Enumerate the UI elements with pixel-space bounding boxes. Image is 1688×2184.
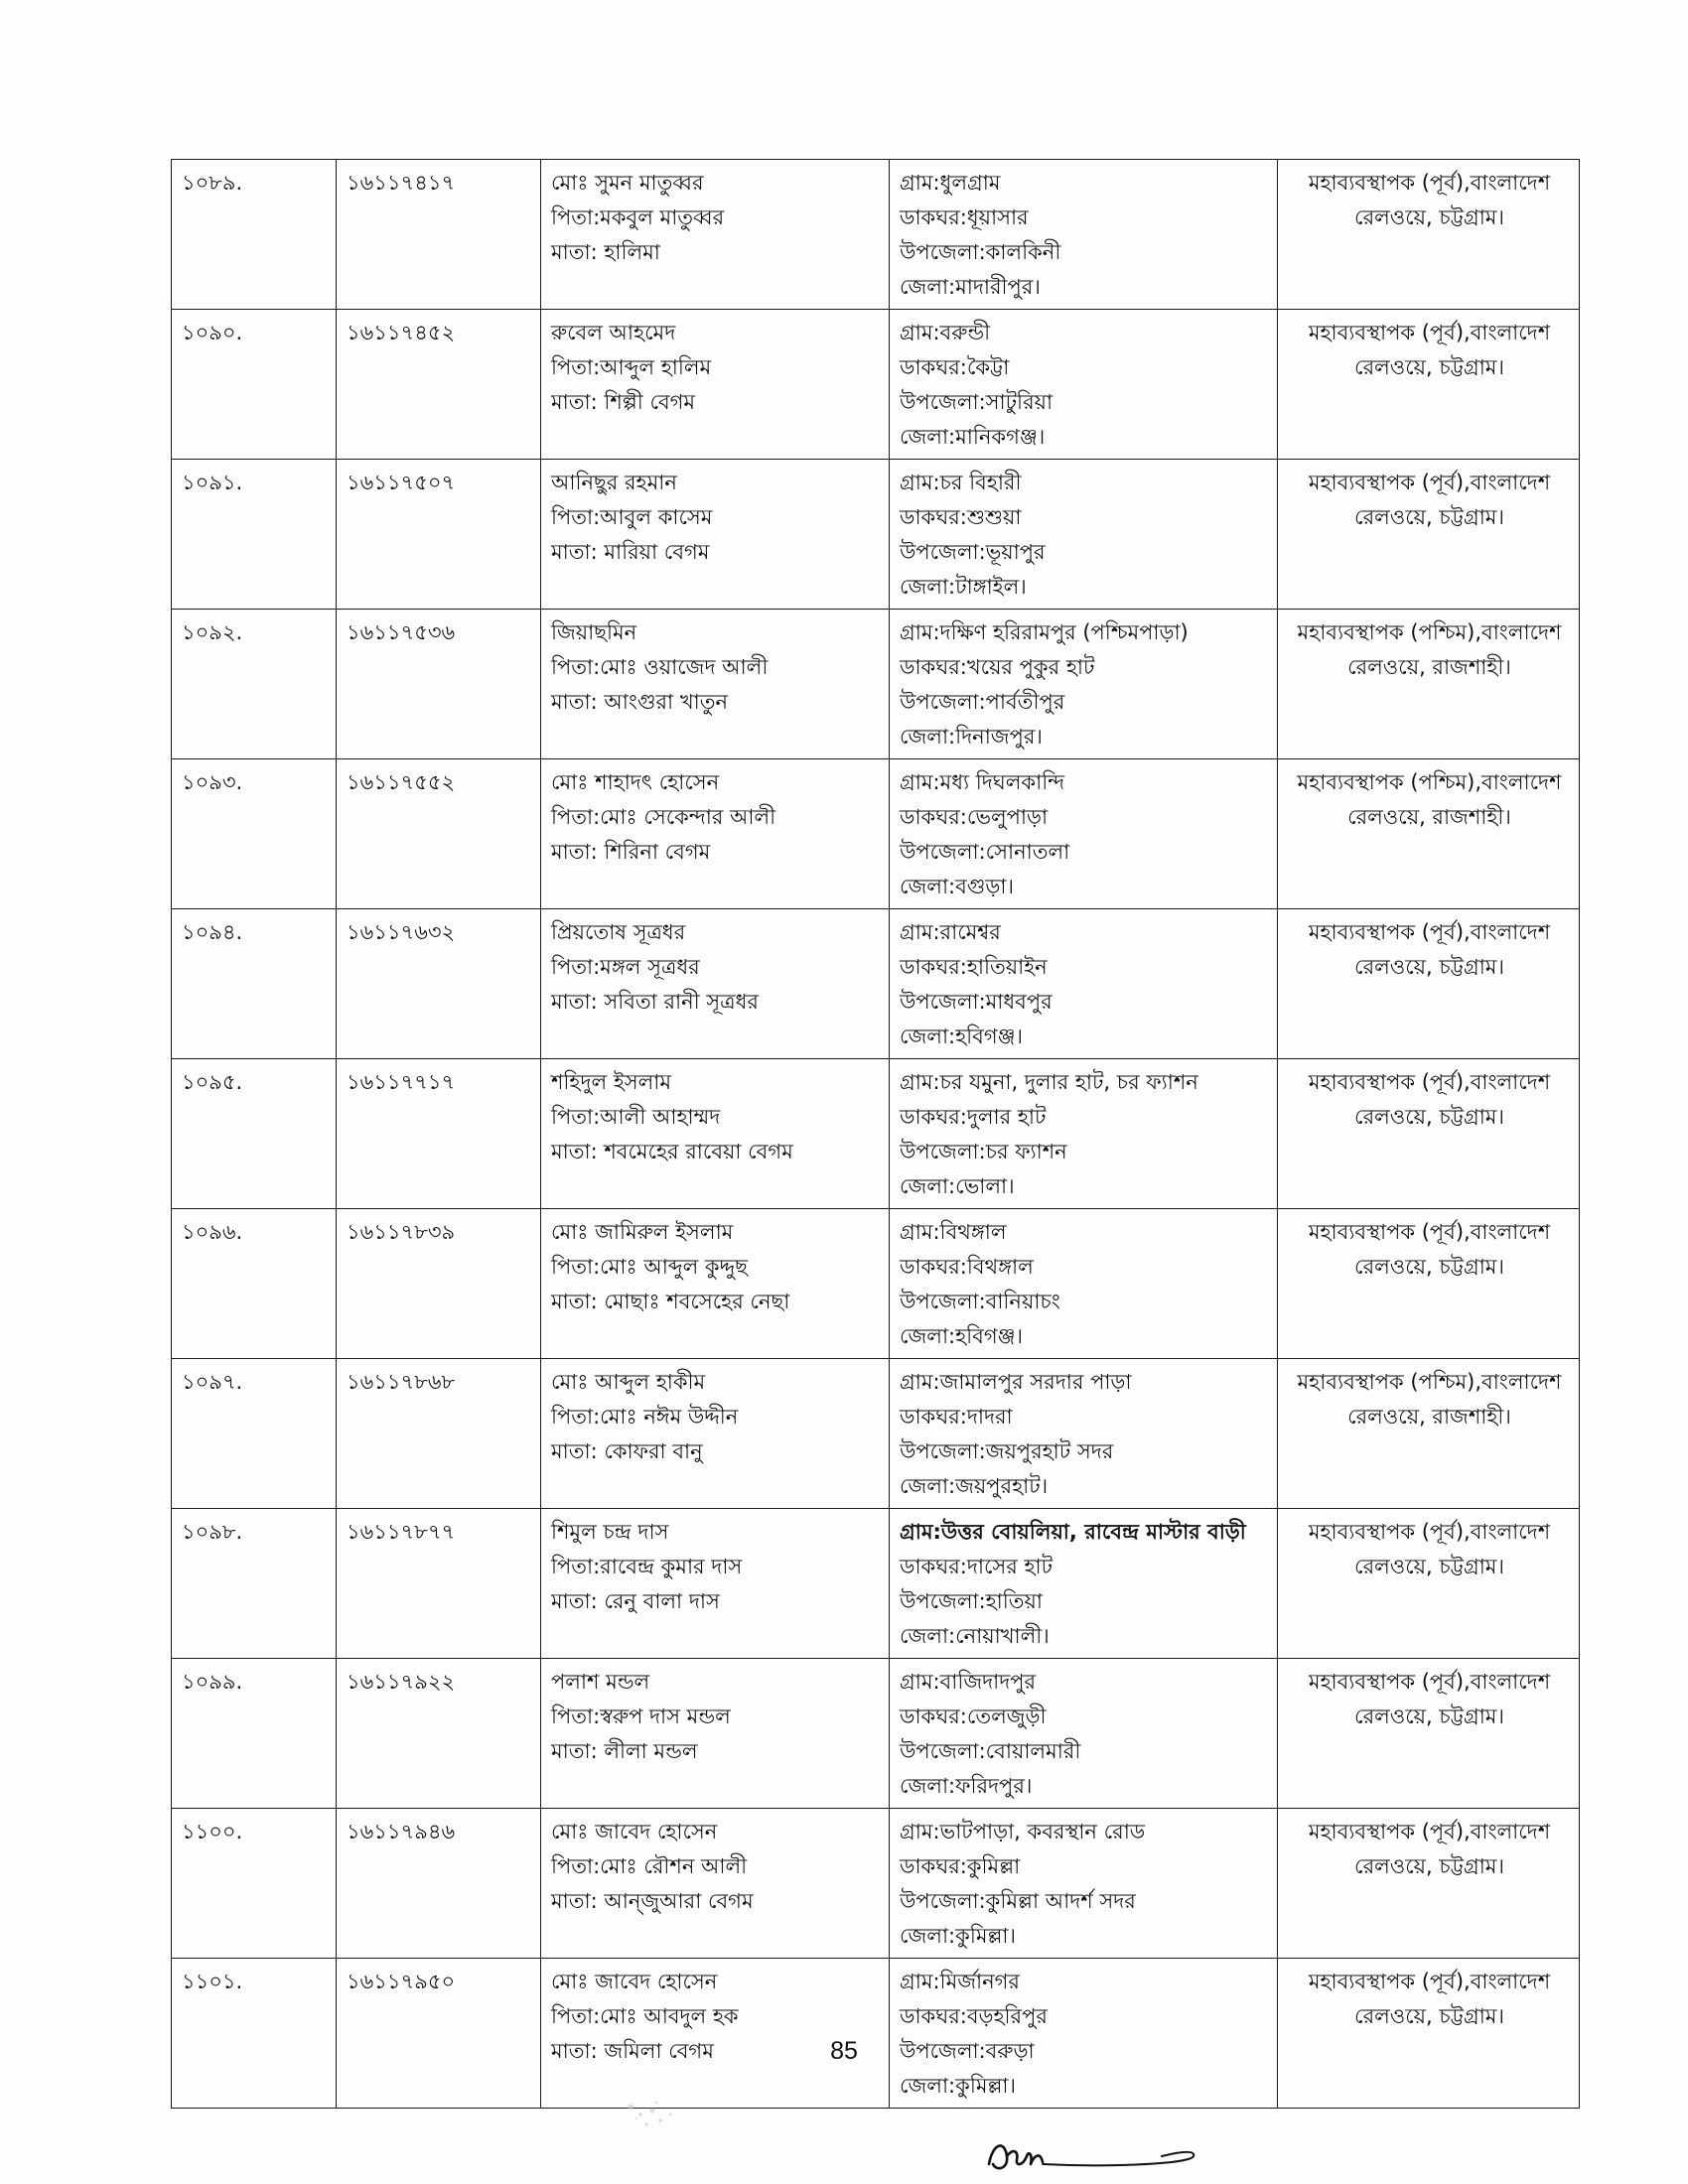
serial-cell (172, 610, 337, 759)
serial-number: ১০৮৯. (182, 171, 243, 195)
posting-line: রেলওয়ে, চট্টগ্রাম। (1354, 205, 1504, 229)
candidate-name: মোঃ শাহাদৎ হোসেন (551, 770, 720, 794)
posting-line: মহাব্যবস্থাপক (পূর্ব),বাংলাদেশ (1308, 1820, 1551, 1843)
name-cell (541, 1209, 890, 1359)
candidate-name: রুবেল আহমেদ (551, 321, 676, 344)
address-line: গ্রাম:চর বিহারী (900, 471, 1022, 494)
address-cell (890, 1959, 1278, 2109)
address-line: উপজেলা:ভূয়াপুর (900, 540, 1046, 564)
father-name: পিতা:মোঃ নঈম উদ্দীন (551, 1405, 739, 1429)
roll-cell (337, 1059, 541, 1209)
address-line: ডাকঘর:হাতিয়াইন (900, 955, 1048, 979)
posting-line: মহাব্যবস্থাপক (পূর্ব),বাংলাদেশ (1308, 1070, 1551, 1094)
posting-cell (1278, 1059, 1580, 1209)
father-name: পিতা:মোঃ আব্দুল কুদ্দুছ (551, 1255, 748, 1279)
posting-line: রেলওয়ে, চট্টগ্রাম। (1354, 2004, 1504, 2028)
posting-line: মহাব্যবস্থাপক (পূর্ব),বাংলাদেশ (1308, 321, 1551, 344)
candidate-name: মোঃ জামিরুল ইসলাম (551, 1220, 734, 1244)
table-row (172, 160, 1580, 310)
father-name: পিতা:রাবেন্দ্র কুমার দাস (551, 1555, 743, 1578)
roll-number: ১৬১১৭৪১৭ (347, 171, 456, 195)
posting-line: রেলওয়ে, রাজশাহী। (1347, 655, 1511, 679)
address-line: জেলা:মানিকগঞ্জ। (900, 425, 1046, 449)
serial-number: ১০৯২. (182, 620, 243, 644)
serial-number: ১০৯১. (182, 471, 243, 494)
serial-cell (172, 1209, 337, 1359)
address-line: জেলা:হবিগঞ্জ। (900, 1024, 1024, 1048)
address-line: উপজেলা:চর ফ্যাশন (900, 1140, 1067, 1163)
address-line: জেলা:দিনাজপুর। (900, 725, 1043, 749)
serial-cell (172, 1059, 337, 1209)
address-line: উপজেলা:মাধবপুর (900, 990, 1053, 1014)
father-name: পিতা:মোঃ ওয়াজেদ আলী (551, 655, 769, 679)
posting-cell (1278, 1659, 1580, 1809)
roll-cell (337, 1959, 541, 2109)
table-row (172, 759, 1580, 909)
address-cell (890, 1659, 1278, 1809)
roll-cell (337, 610, 541, 759)
name-cell (541, 1809, 890, 1959)
posting-cell (1278, 759, 1580, 909)
roll-cell (337, 1809, 541, 1959)
roll-cell (337, 460, 541, 610)
serial-cell (172, 909, 337, 1059)
table-row (172, 460, 1580, 610)
mother-name: মাতা: শবমেহের রাবেয়া বেগম (551, 1140, 793, 1163)
address-cell (890, 1509, 1278, 1659)
mother-name: মাতা: রেনু বালা দাস (551, 1589, 720, 1613)
father-name: পিতা:আবুল কাসেম (551, 505, 713, 529)
posting-cell (1278, 610, 1580, 759)
address-line: গ্রাম:মির্জানগর (900, 1970, 1020, 1993)
roll-number: ১৬১১৭৯৪৬ (347, 1820, 456, 1843)
address-cell (890, 310, 1278, 460)
name-cell (541, 460, 890, 610)
posting-line: রেলওয়ে, চট্টগ্রাম। (1354, 505, 1504, 529)
table-row (172, 1959, 1580, 2109)
address-line: গ্রাম:মধ্য দিঘলকান্দি (900, 770, 1065, 794)
serial-cell (172, 759, 337, 909)
roll-number: ১৬১১৭৫০৭ (347, 471, 456, 494)
roll-number: ১৬১১৭৯২২ (347, 1670, 456, 1694)
address-line: উপজেলা:সোনাতলা (900, 840, 1070, 864)
serial-cell (172, 1659, 337, 1809)
address-line: জেলা:কুমিল্লা। (900, 1924, 1017, 1948)
posting-line: রেলওয়ে, রাজশাহী। (1347, 1405, 1511, 1429)
candidate-name: মোঃ আব্দুল হাকীম (551, 1370, 706, 1394)
address-line: ডাকঘর:খয়ের পুকুর হাট (900, 655, 1095, 679)
serial-number: ১০৯৯. (182, 1670, 243, 1694)
name-cell (541, 1659, 890, 1809)
posting-cell (1278, 909, 1580, 1059)
serial-cell (172, 310, 337, 460)
name-cell (541, 1059, 890, 1209)
scan-smudge (611, 2085, 710, 2144)
address-cell (890, 909, 1278, 1059)
posting-line: রেলওয়ে, রাজশাহী। (1347, 805, 1511, 829)
page-number: 85 (830, 2037, 858, 2065)
serial-number: ১০৯৫. (182, 1070, 243, 1094)
serial-cell (172, 1809, 337, 1959)
serial-number: ১০৯৮. (182, 1520, 243, 1544)
table-row (172, 909, 1580, 1059)
address-line: ডাকঘর:কুমিল্লা (900, 1854, 1021, 1878)
father-name: পিতা:স্বরুপ দাস মন্ডল (551, 1705, 731, 1728)
address-line: গ্রাম:দক্ষিণ হরিরামপুর (পশ্চিমপাড়া) (900, 620, 1189, 644)
address-line: ডাকঘর:শুশুয়া (900, 505, 1022, 529)
table-row (172, 310, 1580, 460)
name-cell (541, 759, 890, 909)
father-name: পিতা:মোঃ সেকেন্দার আলী (551, 805, 776, 829)
candidate-name: জিয়াছমিন (551, 620, 637, 644)
mother-name: মাতা: শিরিনা বেগম (551, 840, 711, 864)
father-name: পিতা:মোঃ রৌশন আলী (551, 1854, 748, 1878)
address-line: উপজেলা:পার্বতীপুর (900, 690, 1065, 714)
table-row (172, 1509, 1580, 1659)
signature (983, 2134, 1211, 2180)
candidate-name: মোঃ জাবেদ হোসেন (551, 1970, 718, 1993)
mother-name: মাতা: মোছাঃ শবসেহের নেছা (551, 1290, 790, 1313)
roll-cell (337, 1359, 541, 1509)
address-line: উপজেলা:কুমিল্লা আদর্শ সদর (900, 1889, 1136, 1913)
address-line: ডাকঘর:ভেলুপাড়া (900, 805, 1049, 829)
name-cell (541, 1359, 890, 1509)
address-line: ডাকঘর:তেলজুড়ী (900, 1705, 1047, 1728)
name-cell (541, 160, 890, 310)
father-name: পিতা:আব্দুল হালিম (551, 355, 712, 379)
serial-number: ১০৯৩. (182, 770, 243, 794)
roll-number: ১৬১১৭৮৩৯ (347, 1220, 456, 1244)
candidate-name: মোঃ জাবেদ হোসেন (551, 1820, 718, 1843)
serial-cell (172, 1959, 337, 2109)
address-line: জেলা:ফরিদপুর। (900, 1774, 1033, 1798)
posting-cell (1278, 1959, 1580, 2109)
address-line: জেলা:জয়পুরহাট। (900, 1474, 1049, 1498)
roll-number: ১৬১১৭৬৩২ (347, 920, 456, 944)
mother-name: মাতা: মারিয়া বেগম (551, 540, 710, 564)
serial-cell (172, 160, 337, 310)
father-name: পিতা:আলী আহাম্মদ (551, 1105, 721, 1129)
table-row (172, 1059, 1580, 1209)
posting-line: রেলওয়ে, চট্টগ্রাম। (1354, 1255, 1504, 1279)
roll-cell (337, 759, 541, 909)
posting-cell (1278, 1509, 1580, 1659)
mother-name: মাতা: জমিলা বেগম (551, 2039, 714, 2063)
posting-cell (1278, 310, 1580, 460)
father-name: পিতা:মকবুল মাতুব্বর (551, 205, 725, 229)
address-line: ডাকঘর:বড়হরিপুর (900, 2004, 1048, 2028)
father-name: পিতা:মোঃ আবদুল হক (551, 2004, 739, 2028)
roll-number: ১৬১১৭৪৫২ (347, 321, 456, 344)
mother-name: মাতা: কোফরা বানু (551, 1439, 703, 1463)
address-line: জেলা:কুমিল্লা। (900, 2074, 1017, 2098)
address-line: উপজেলা:হাতিয়া (900, 1589, 1043, 1613)
address-line: উপজেলা:কালকিনী (900, 240, 1061, 264)
posting-cell (1278, 460, 1580, 610)
roll-cell (337, 1659, 541, 1809)
father-name: পিতা:মঙ্গল সূত্রধর (551, 955, 700, 979)
address-line: গ্রাম:ভাটপাড়া, কবরস্থান রোড (900, 1820, 1146, 1843)
address-cell (890, 1209, 1278, 1359)
address-line: উপজেলা:সাটুরিয়া (900, 390, 1054, 414)
roll-cell (337, 1209, 541, 1359)
address-line: গ্রাম:রামেশ্বর (900, 920, 1001, 944)
address-line: গ্রাম:বরুন্ডী (900, 321, 991, 344)
posting-line: মহাব্যবস্থাপক (পশ্চিম),বাংলাদেশ (1297, 770, 1562, 794)
posting-line: রেলওয়ে, চট্টগ্রাম। (1354, 1705, 1504, 1728)
serial-cell (172, 1359, 337, 1509)
roll-cell (337, 1509, 541, 1659)
address-line: গ্রাম:বাজিদাদপুর (900, 1670, 1037, 1694)
address-cell (890, 610, 1278, 759)
posting-line: মহাব্যবস্থাপক (পূর্ব),বাংলাদেশ (1308, 920, 1551, 944)
address-cell (890, 759, 1278, 909)
serial-number: ১১০০. (182, 1820, 243, 1843)
posting-line: মহাব্যবস্থাপক (পূর্ব),বাংলাদেশ (1308, 471, 1551, 494)
candidate-name: মোঃ সুমন মাতুব্বর (551, 171, 704, 195)
candidate-name: শিমুল চন্দ্র দাস (551, 1520, 669, 1544)
address-line: ডাকঘর:ধূয়াসার (900, 205, 1029, 229)
address-line: জেলা:হবিগঞ্জ। (900, 1324, 1024, 1348)
address-line: জেলা:ভোলা। (900, 1174, 1015, 1198)
candidate-name: প্রিয়তোষ সূত্রধর (551, 920, 686, 944)
address-line: ডাকঘর:বিথঙ্গাল (900, 1255, 1034, 1279)
address-line: উপজেলা:বোয়ালমারী (900, 1739, 1081, 1763)
address-line: গ্রাম:বিথঙ্গাল (900, 1220, 1007, 1244)
address-cell (890, 160, 1278, 310)
serial-number: ১০৯৭. (182, 1370, 243, 1394)
name-cell (541, 310, 890, 460)
serial-number: ১০৯০. (182, 321, 243, 344)
address-line: ডাকঘর:দুলার হাট (900, 1105, 1047, 1129)
name-cell (541, 1509, 890, 1659)
address-line: উপজেলা:বানিয়াচং (900, 1290, 1060, 1313)
posting-cell (1278, 1809, 1580, 1959)
address-line: ডাকঘর:দাসের হাট (900, 1555, 1054, 1578)
roll-number: ১৬১১৭৮৭৭ (347, 1520, 456, 1544)
table-row (172, 1209, 1580, 1359)
roll-number: ১৬১১৭৭১৭ (347, 1070, 456, 1094)
roll-cell (337, 909, 541, 1059)
roll-number: ১৬১১৭৮৬৮ (347, 1370, 456, 1394)
serial-number: ১০৯৪. (182, 920, 243, 944)
table-row (172, 1359, 1580, 1509)
roll-number: ১৬১১৭৫৩৬ (347, 620, 456, 644)
address-line: জেলা:নোয়াখালী। (900, 1624, 1050, 1648)
address-line: জেলা:মাদারীপুর। (900, 275, 1041, 299)
posting-line: মহাব্যবস্থাপক (পূর্ব),বাংলাদেশ (1308, 1970, 1551, 1993)
posting-cell (1278, 1209, 1580, 1359)
address-line: ডাকঘর:দাদরা (900, 1405, 1013, 1429)
name-cell (541, 909, 890, 1059)
roll-number: ১৬১১৭৫৫২ (347, 770, 456, 794)
address-line: জেলা:টাঙ্গাইল। (900, 575, 1027, 599)
posting-line: মহাব্যবস্থাপক (পূর্ব),বাংলাদেশ (1308, 1520, 1551, 1544)
posting-line: মহাব্যবস্থাপক (পশ্চিম),বাংলাদেশ (1297, 1370, 1562, 1394)
address-village: গ্রাম:উত্তর বোয়লিয়া, রাবেন্দ্র মাস্টার বাড়ী (900, 1520, 1246, 1544)
mother-name: মাতা: আংগুরা খাতুন (551, 690, 728, 714)
address-line: ডাকঘর:কৈট্টা (900, 355, 1010, 379)
table-row (172, 1809, 1580, 1959)
posting-line: রেলওয়ে, চট্টগ্রাম। (1354, 1854, 1504, 1878)
name-cell (541, 610, 890, 759)
roll-cell (337, 160, 541, 310)
candidate-table (171, 159, 1580, 2109)
posting-line: রেলওয়ে, চট্টগ্রাম। (1354, 1105, 1504, 1129)
address-cell (890, 1359, 1278, 1509)
posting-line: মহাব্যবস্থাপক (পশ্চিম),বাংলাদেশ (1297, 620, 1562, 644)
table-row (172, 610, 1580, 759)
posting-cell (1278, 1359, 1580, 1509)
address-line: উপজেলা:জয়পুরহাট সদর (900, 1439, 1114, 1463)
mother-name: মাতা: সবিতা রানী সূত্রধর (551, 990, 759, 1014)
posting-line: মহাব্যবস্থাপক (পূর্ব),বাংলাদেশ (1308, 1220, 1551, 1244)
address-line: গ্রাম:চর যমুনা, দুলার হাট, চর ফ্যাশন (900, 1070, 1198, 1094)
address-cell (890, 1059, 1278, 1209)
table-row (172, 1659, 1580, 1809)
address-line: জেলা:বগুড়া। (900, 875, 1015, 898)
candidate-table-body (172, 160, 1580, 2109)
name-cell (541, 1959, 890, 2109)
address-cell (890, 1809, 1278, 1959)
mother-name: মাতা: লীলা মন্ডল (551, 1739, 698, 1763)
mother-name: মাতা: আন্জুআরা বেগম (551, 1889, 754, 1913)
address-line: উপজেলা:বরুড়া (900, 2039, 1035, 2063)
posting-line: রেলওয়ে, চট্টগ্রাম। (1354, 355, 1504, 379)
roll-cell (337, 310, 541, 460)
address-line: গ্রাম:জামালপুর সরদার পাড়া (900, 1370, 1132, 1394)
posting-line: রেলওয়ে, চট্টগ্রাম। (1354, 1555, 1504, 1578)
posting-line: মহাব্যবস্থাপক (পূর্ব),বাংলাদেশ (1308, 171, 1551, 195)
serial-cell (172, 1509, 337, 1659)
posting-cell (1278, 160, 1580, 310)
candidate-name: শহিদুল ইসলাম (551, 1070, 672, 1094)
posting-line: রেলওয়ে, চট্টগ্রাম। (1354, 955, 1504, 979)
serial-cell (172, 460, 337, 610)
candidate-name: আনিছুর রহমান (551, 471, 677, 494)
posting-line: মহাব্যবস্থাপক (পূর্ব),বাংলাদেশ (1308, 1670, 1551, 1694)
address-line: গ্রাম:ধুলগ্রাম (900, 171, 1001, 195)
roll-number: ১৬১১৭৯৫০ (347, 1970, 456, 1993)
mother-name: মাতা: শিল্পী বেগম (551, 390, 696, 414)
address-cell (890, 460, 1278, 610)
mother-name: মাতা: হালিমা (551, 240, 660, 264)
serial-number: ১০৯৬. (182, 1220, 243, 1244)
candidate-name: পলাশ মন্ডল (551, 1670, 650, 1694)
serial-number: ১১০১. (182, 1970, 243, 1993)
